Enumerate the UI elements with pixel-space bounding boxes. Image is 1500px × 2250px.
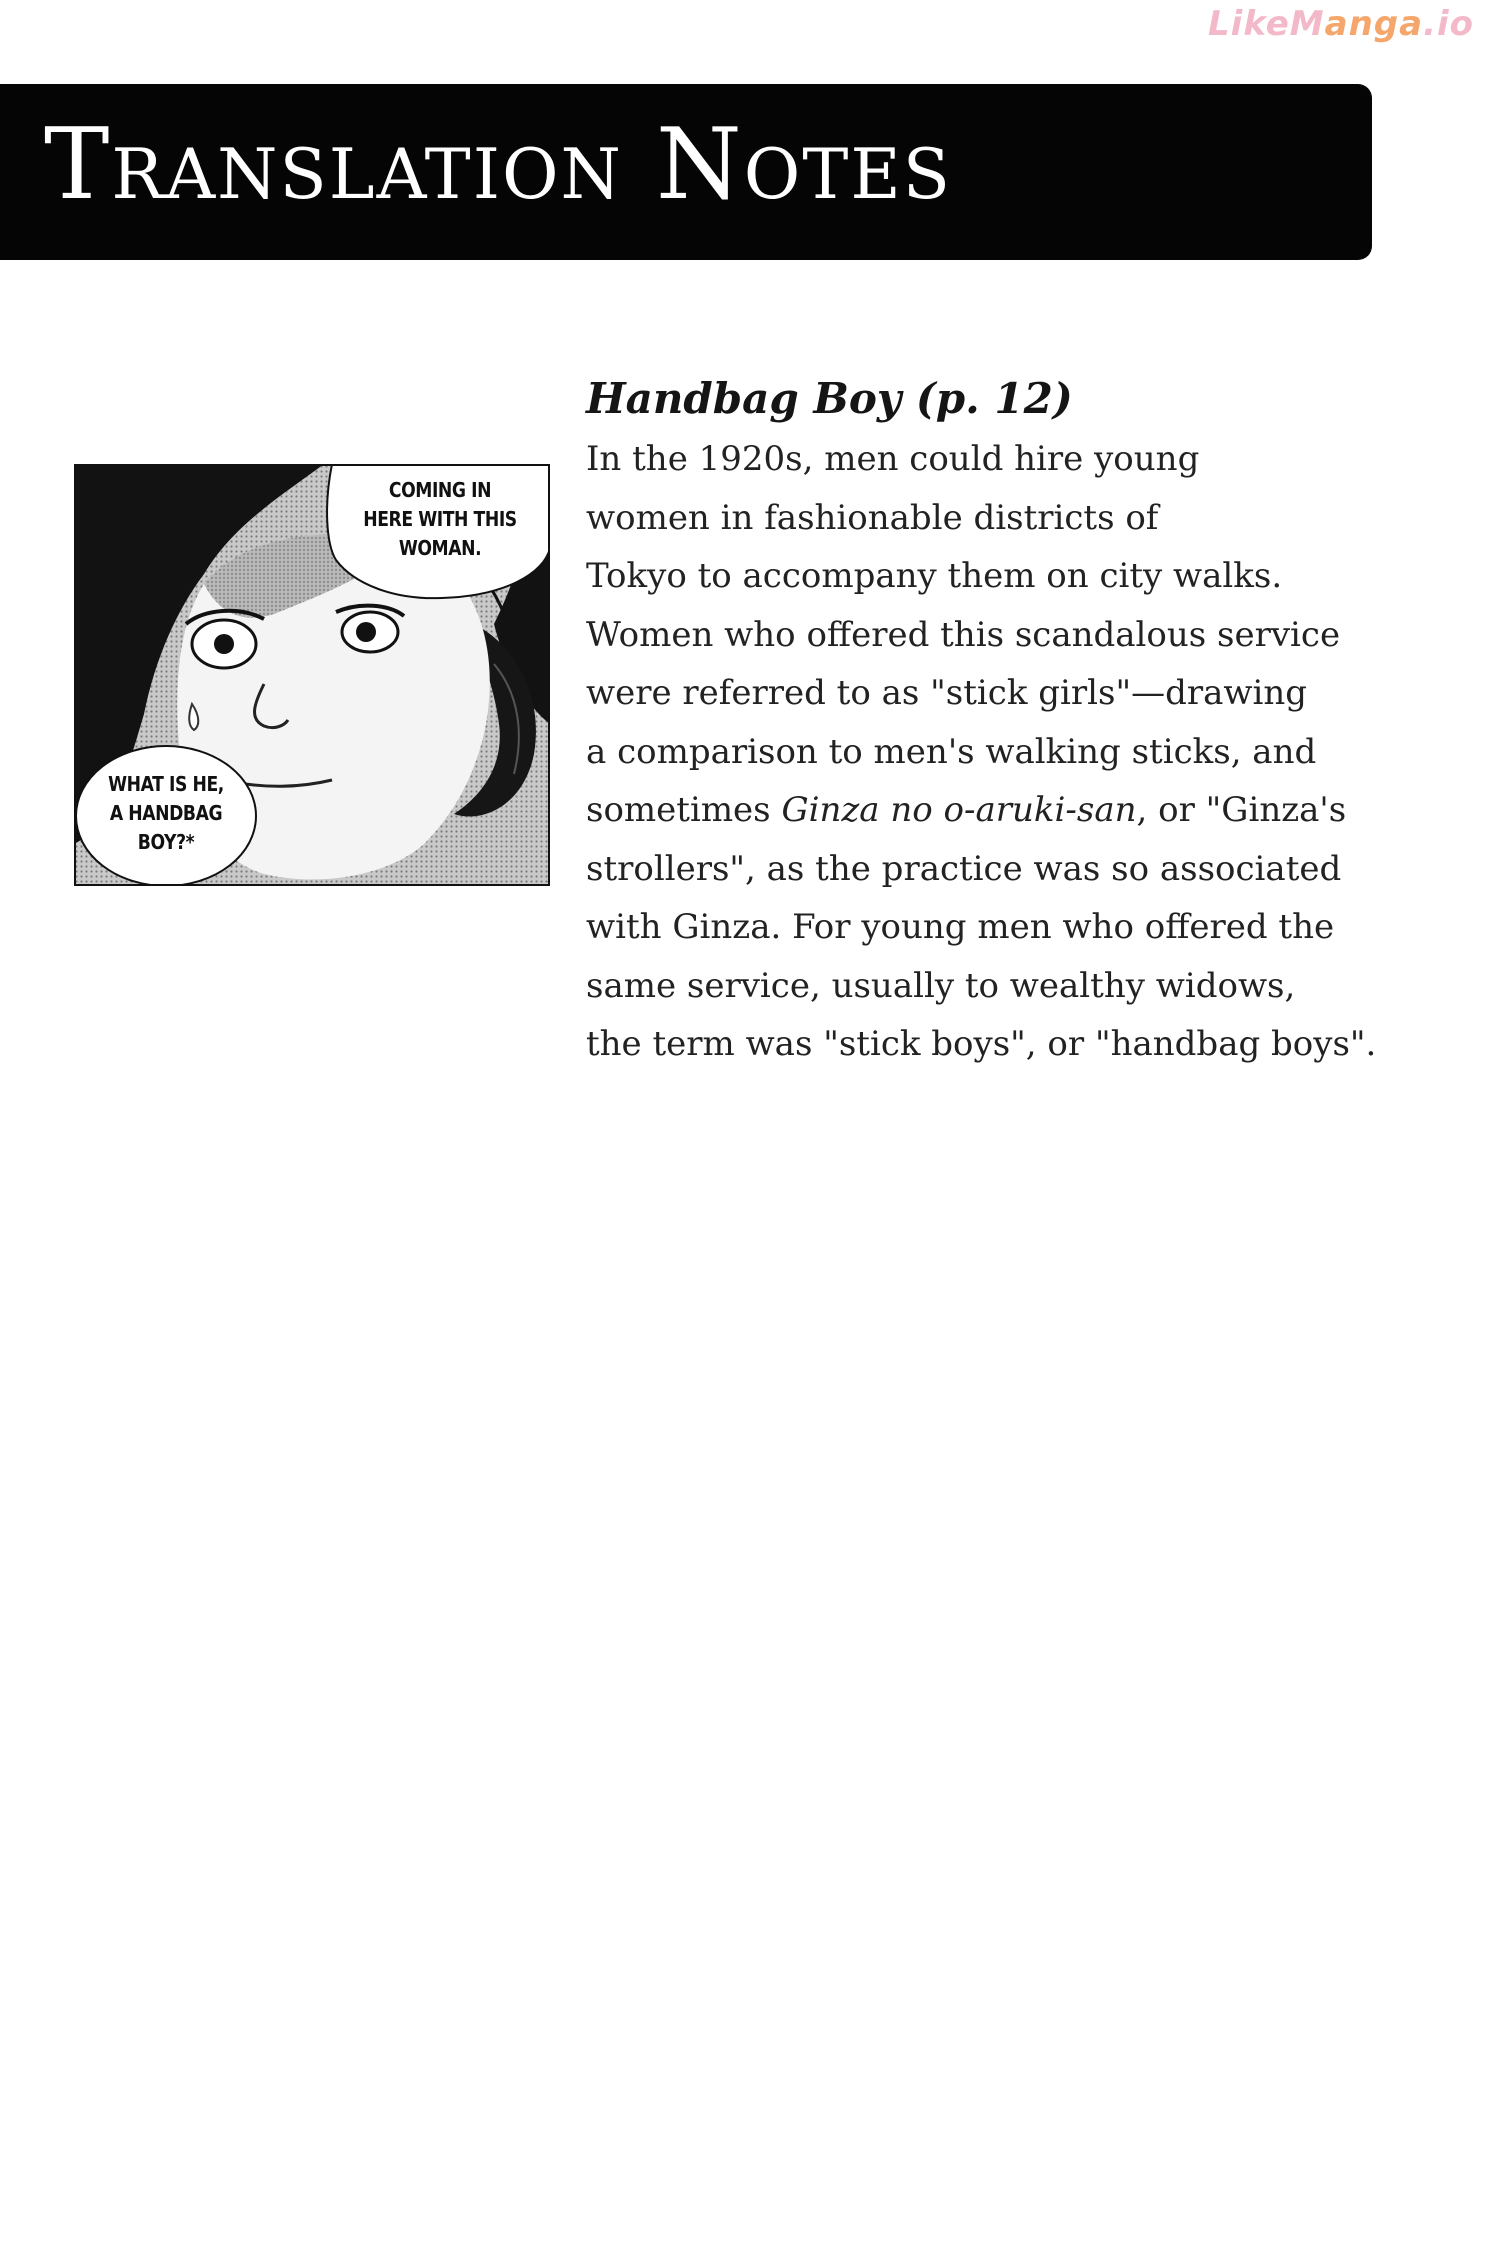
site-watermark xyxy=(1208,4,1474,44)
watermark-part-2: anga xyxy=(1324,4,1424,44)
watermark-part-1: LikeM xyxy=(1208,4,1325,44)
note-text: sometimes xyxy=(586,790,782,830)
manga-panel xyxy=(74,464,550,886)
note-line: same service, usually to wealthy widows, xyxy=(586,965,1296,1006)
note-line xyxy=(586,781,1386,840)
note-line: were referred to as "stick girls"—drawing xyxy=(586,673,1308,713)
speech-bubble-top: COMING IN HERE WITH THIS WOMAN. xyxy=(363,478,517,560)
note-heading: Handbag Boy (p. 12) xyxy=(586,374,1073,423)
note-line: with Ginza. For young men who offered the xyxy=(586,907,1335,947)
note-line: Tokyo to accompany them on city walks. xyxy=(586,556,1283,596)
note-body xyxy=(586,430,1386,1074)
note-line: the term was "stick boys", or "handbag boys". xyxy=(586,1024,1377,1064)
watermark-part-3: .io xyxy=(1423,4,1474,44)
note-line: a comparison to men's walking sticks, and xyxy=(586,731,1317,772)
note-line: women in fashionable districts of xyxy=(586,497,1159,538)
note-text: , or "Ginza's xyxy=(1136,790,1347,830)
speech-bubble-left: WHAT IS HE, A HANDBAG BOY?* xyxy=(108,772,224,854)
note-line: strollers", as the practice was so associated xyxy=(586,848,1342,889)
note-line: Women who offered this scandalous service xyxy=(586,614,1341,655)
note-term-italic: Ginza no o-aruki-san xyxy=(781,790,1137,830)
page-title: Translation Notes xyxy=(44,108,953,222)
note-line: In the 1920s, men could hire young xyxy=(586,439,1200,479)
translation-note xyxy=(586,374,1386,1074)
